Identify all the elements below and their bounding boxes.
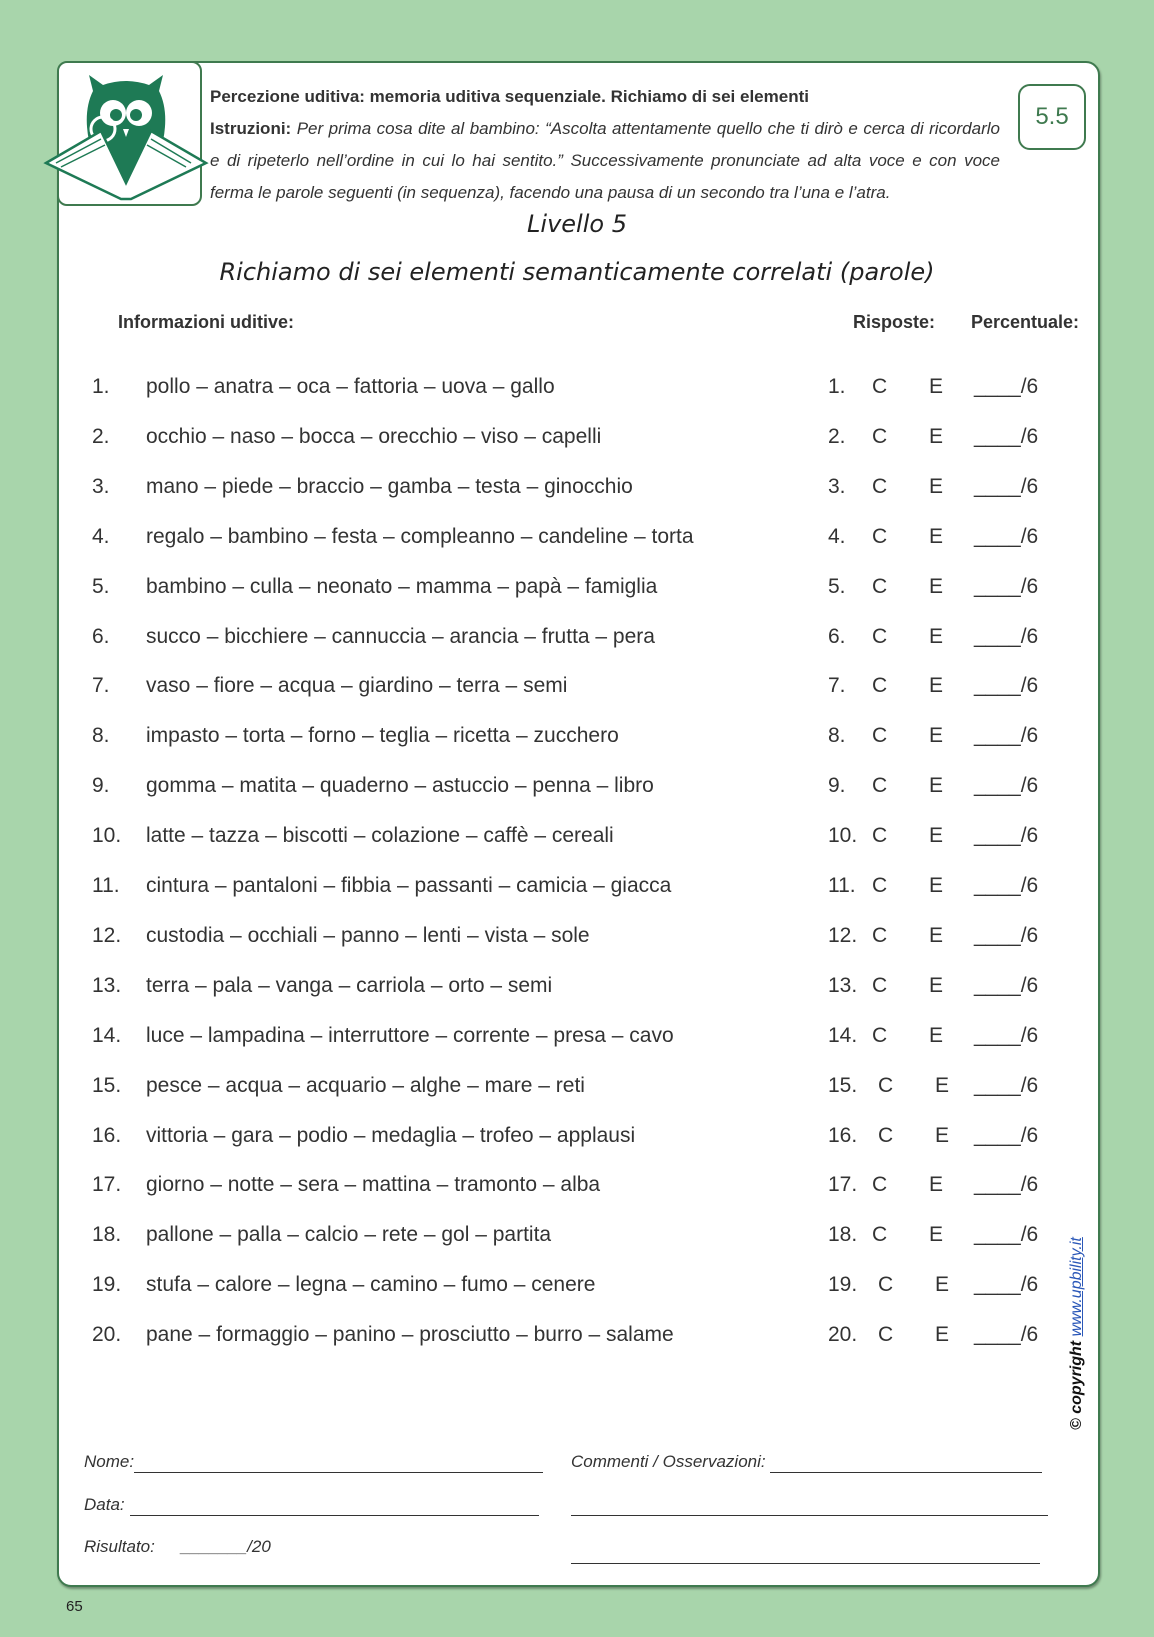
item-words: luce – lampadina – interruttore – corrente – presa – cavo: [146, 1023, 674, 1047]
result-label: Risultato:: [84, 1537, 155, 1556]
score-field[interactable]: ____/6: [974, 824, 1039, 848]
correct-option[interactable]: C: [872, 1023, 888, 1047]
item-row: [0, 1173, 1154, 1203]
correct-option[interactable]: C: [872, 923, 888, 947]
item-number: 1.: [92, 375, 110, 398]
item-words: custodia – occhiali – panno – lenti – vista – sole: [146, 923, 590, 947]
score-field[interactable]: ____/6: [974, 923, 1039, 947]
result-value[interactable]: _______/20: [181, 1537, 271, 1556]
answer-number: 19.: [828, 1273, 858, 1297]
error-option[interactable]: E: [929, 524, 944, 548]
item-words: gomma – matita – quaderno – astuccio – penna – libro: [146, 774, 654, 798]
score-field[interactable]: ____/6: [974, 474, 1039, 498]
score-field[interactable]: ____/6: [974, 874, 1039, 897]
error-option[interactable]: E: [935, 1073, 950, 1097]
error-option[interactable]: E: [929, 474, 944, 498]
exercise-number-badge: 5.5: [1018, 84, 1086, 150]
item-number: 12.: [92, 923, 122, 947]
answer-number: 7.: [828, 674, 846, 698]
item-row: [0, 375, 1154, 405]
name-field[interactable]: [134, 1472, 543, 1473]
correct-option[interactable]: C: [872, 973, 888, 997]
item-number: 19.: [92, 1273, 122, 1297]
item-number: 2.: [92, 424, 110, 448]
column-header-percent: Percentuale:: [971, 312, 1080, 332]
instructions-text: Per prima cosa dite al bambino: “Ascolta attentamente quello che ti dirò e cerca di ricordarlo e di ripeterlo nell’ordine in cui lo hai sentito.” Successivamente pronunciate ad alta voce e con voce ferma le parole seguenti (in sequenza), facendo una pausa di un secondo tra l’una e l’atra.: [210, 119, 1000, 202]
error-option[interactable]: E: [929, 874, 944, 897]
error-option[interactable]: E: [929, 375, 944, 398]
error-option[interactable]: E: [935, 1123, 950, 1147]
score-field[interactable]: ____/6: [974, 674, 1039, 698]
comments-field-3[interactable]: [571, 1563, 1040, 1564]
item-words: vittoria – gara – podio – medaglia – trofeo – applausi: [146, 1123, 636, 1147]
page-number: 65: [66, 1598, 83, 1615]
item-words: stufa – calore – legna – camino – fumo – cenere: [146, 1273, 596, 1297]
correct-option[interactable]: C: [872, 724, 888, 748]
correct-option[interactable]: C: [878, 1323, 894, 1347]
item-words: regalo – bambino – festa – compleanno – candeline – torta: [146, 524, 694, 548]
copyright-label: © copyright: [1068, 1340, 1085, 1430]
answer-number: 2.: [828, 424, 846, 448]
correct-option[interactable]: C: [872, 824, 888, 848]
score-field[interactable]: ____/6: [974, 424, 1039, 448]
date-field[interactable]: [130, 1515, 539, 1516]
answer-number: 14.: [828, 1023, 858, 1047]
score-field[interactable]: ____/6: [974, 724, 1039, 748]
item-number: 9.: [92, 774, 110, 798]
score-field[interactable]: ____/6: [974, 1323, 1039, 1347]
item-words: succo – bicchiere – cannuccia – arancia – frutta – pera: [146, 624, 655, 648]
item-row: [0, 575, 1154, 605]
correct-option[interactable]: C: [872, 375, 888, 398]
item-words: latte – tazza – biscotti – colazione – caffè – cereali: [146, 824, 614, 848]
comments-field-2[interactable]: [571, 1515, 1048, 1516]
item-row: [0, 1124, 1154, 1154]
correct-option[interactable]: C: [872, 874, 888, 897]
item-number: 18.: [92, 1223, 122, 1247]
error-option[interactable]: E: [935, 1323, 950, 1347]
item-row: [0, 1024, 1154, 1054]
item-words: pane – formaggio – panino – prosciutto – burro – salame: [146, 1323, 674, 1347]
item-words: occhio – naso – bocca – orecchio – viso – capelli: [146, 424, 602, 448]
item-number: 11.: [92, 874, 120, 897]
answer-number: 13.: [828, 973, 858, 997]
error-option[interactable]: E: [929, 774, 944, 798]
item-number: 10.: [92, 824, 122, 848]
answer-number: 4.: [828, 524, 846, 548]
item-row: [0, 824, 1154, 854]
item-number: 3.: [92, 474, 110, 498]
correct-option[interactable]: C: [878, 1073, 894, 1097]
item-number: 16.: [92, 1123, 122, 1147]
error-option[interactable]: E: [929, 973, 944, 997]
column-header-info: Informazioni uditive:: [118, 312, 295, 332]
logo-box: [57, 61, 202, 206]
item-number: 5.: [92, 574, 110, 598]
item-row: [0, 625, 1154, 655]
correct-option[interactable]: C: [872, 424, 888, 448]
score-field[interactable]: ____/6: [974, 524, 1039, 548]
error-option[interactable]: E: [929, 923, 944, 947]
error-option[interactable]: E: [929, 1223, 944, 1247]
item-row: [0, 475, 1154, 505]
score-field[interactable]: ____/6: [974, 774, 1039, 798]
date-label: Data:: [84, 1495, 125, 1514]
subtitle-heading: Richiamo di sei elementi semanticamente correlati (parole): [219, 258, 935, 286]
score-field[interactable]: ____/6: [974, 574, 1039, 598]
answer-number: 5.: [828, 574, 846, 598]
item-number: 6.: [92, 624, 110, 648]
item-number: 15.: [92, 1073, 122, 1097]
item-row: [0, 724, 1154, 754]
item-number: 20.: [92, 1323, 122, 1347]
error-option[interactable]: E: [929, 424, 944, 448]
correct-option[interactable]: C: [878, 1123, 894, 1147]
item-row: [0, 674, 1154, 704]
item-row: [0, 974, 1154, 1004]
item-words: mano – piede – braccio – gamba – testa – ginocchio: [146, 474, 633, 498]
activity-title: [210, 81, 1000, 113]
score-field[interactable]: ____/6: [974, 1173, 1039, 1197]
comments-field-1[interactable]: [770, 1472, 1042, 1473]
copyright-notice: [1068, 1237, 1086, 1430]
answer-number: 17.: [828, 1173, 858, 1197]
answer-number: 12.: [828, 923, 858, 947]
correct-option[interactable]: C: [872, 1173, 888, 1197]
item-number: 14.: [92, 1023, 122, 1047]
error-option[interactable]: E: [929, 1173, 944, 1197]
item-words: pesce – acqua – acquario – alghe – mare – reti: [146, 1073, 585, 1097]
answer-number: 9.: [828, 774, 846, 798]
instructions: [210, 113, 1000, 209]
item-words: pollo – anatra – oca – fattoria – uova – gallo: [146, 375, 555, 398]
error-option[interactable]: E: [935, 1273, 950, 1297]
copyright-link[interactable]: www.upbility.it: [1068, 1237, 1085, 1337]
answer-number: 20.: [828, 1323, 858, 1347]
score-field[interactable]: ____/6: [974, 1223, 1039, 1247]
error-option[interactable]: E: [929, 574, 944, 598]
item-row: [0, 924, 1154, 954]
error-option[interactable]: E: [929, 674, 944, 698]
item-row: [0, 774, 1154, 804]
item-words: giorno – notte – sera – mattina – tramonto – alba: [146, 1173, 601, 1197]
answer-number: 1.: [828, 375, 846, 398]
answer-number: 10.: [828, 824, 858, 848]
item-row: [0, 1323, 1154, 1353]
score-field[interactable]: ____/6: [974, 1073, 1039, 1097]
error-option[interactable]: E: [929, 824, 944, 848]
answer-number: 18.: [828, 1223, 858, 1247]
score-field[interactable]: ____/6: [974, 624, 1039, 648]
item-number: 4.: [92, 524, 110, 548]
correct-option[interactable]: C: [872, 624, 888, 648]
item-words: pallone – palla – calcio – rete – gol – partita: [146, 1223, 552, 1247]
answer-number: 15.: [828, 1073, 858, 1097]
instructions-label: Istruzioni:: [210, 119, 292, 138]
score-field[interactable]: ____/6: [974, 375, 1039, 398]
answer-number: 16.: [828, 1123, 858, 1147]
item-number: 17.: [92, 1173, 122, 1197]
comments-label: Commenti / Osservazioni:: [571, 1452, 766, 1471]
owl-reading-book-icon: [41, 71, 211, 201]
answer-number: 6.: [828, 624, 846, 648]
name-label: Nome:: [84, 1452, 135, 1471]
error-option[interactable]: E: [929, 624, 944, 648]
item-number: 13.: [92, 973, 122, 997]
correct-option[interactable]: C: [878, 1273, 894, 1297]
correct-option[interactable]: C: [872, 774, 888, 798]
item-row: [0, 425, 1154, 455]
item-words: terra – pala – vanga – carriola – orto – semi: [146, 973, 553, 997]
item-words: impasto – torta – forno – teglia – ricetta – zucchero: [146, 724, 619, 748]
score-field[interactable]: ____/6: [974, 973, 1039, 997]
item-row: [0, 1273, 1154, 1303]
item-number: 7.: [92, 674, 110, 698]
score-field[interactable]: ____/6: [974, 1273, 1039, 1297]
item-row: [0, 1223, 1154, 1253]
error-option[interactable]: E: [929, 1023, 944, 1047]
answer-number: 3.: [828, 474, 846, 498]
score-field[interactable]: ____/6: [974, 1123, 1039, 1147]
item-words: vaso – fiore – acqua – giardino – terra – semi: [146, 674, 568, 698]
correct-option[interactable]: C: [872, 524, 888, 548]
item-words: bambino – culla – neonato – mamma – papà – famiglia: [146, 574, 658, 598]
answer-number: 11.: [828, 874, 856, 897]
title-text: Percezione uditiva: memoria uditiva sequenziale. Richiamo di sei elementi: [210, 87, 809, 106]
correct-option[interactable]: C: [872, 674, 888, 698]
error-option[interactable]: E: [929, 724, 944, 748]
answer-number: 8.: [828, 724, 846, 748]
correct-option[interactable]: C: [872, 1223, 888, 1247]
correct-option[interactable]: C: [872, 474, 888, 498]
score-field[interactable]: ____/6: [974, 1023, 1039, 1047]
item-row: [0, 525, 1154, 555]
column-header-answers: Risposte:: [853, 312, 936, 332]
item-row: [0, 874, 1154, 904]
item-row: [0, 1074, 1154, 1104]
correct-option[interactable]: C: [872, 574, 888, 598]
level-heading: Livello 5: [527, 210, 627, 238]
item-number: 8.: [92, 724, 110, 748]
item-words: cintura – pantaloni – fibbia – passanti – camicia – giacca: [146, 874, 672, 897]
